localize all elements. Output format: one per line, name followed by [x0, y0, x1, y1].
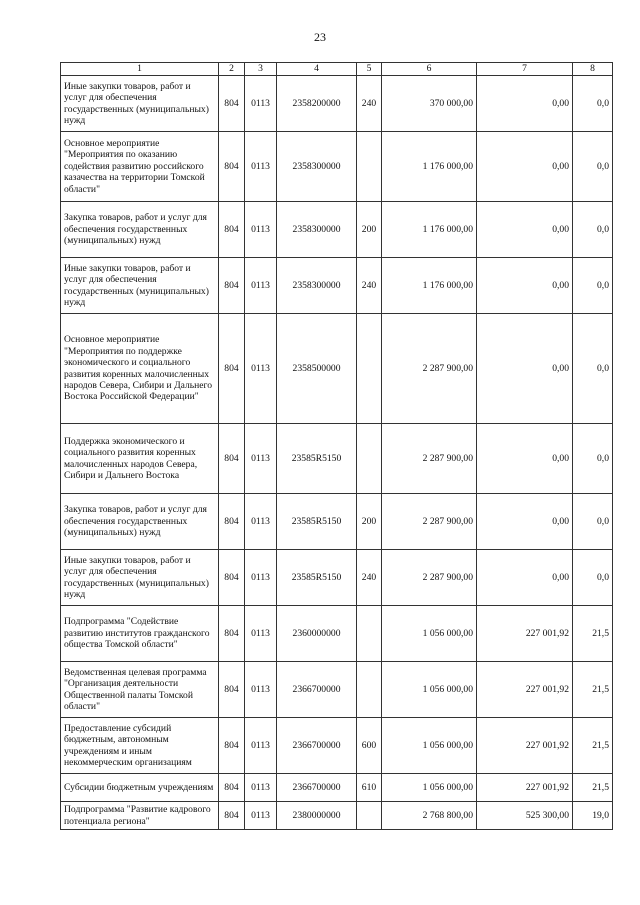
name-cell: Ведомственная целевая программа "Организация деятельности Общественной палаты Томской области"	[61, 662, 219, 718]
csr-cell: 2360000000	[277, 606, 357, 662]
csr-cell: 2358300000	[277, 202, 357, 258]
table-row	[61, 258, 613, 314]
percent-cell: 21,5	[573, 662, 613, 718]
plan-amount-cell: 2 287 900,00	[382, 494, 477, 550]
fact-amount-cell: 227 001,92	[477, 606, 573, 662]
fact-amount-cell: 227 001,92	[477, 718, 573, 774]
ved-cell: 804	[219, 494, 245, 550]
razdel-cell: 0113	[245, 802, 277, 830]
table-row	[61, 718, 613, 774]
csr-cell: 23585R5150	[277, 550, 357, 606]
name-cell: Подпрограмма "Содействие развитию институтов гражданского общества Томской области"	[61, 606, 219, 662]
plan-amount-cell: 2 287 900,00	[382, 314, 477, 424]
plan-amount-cell: 2 287 900,00	[382, 550, 477, 606]
name-cell: Предоставление субсидий бюджетным, автономным учреждениям и иным некоммерческим организациям	[61, 718, 219, 774]
razdel-cell: 0113	[245, 494, 277, 550]
fact-amount-cell: 0,00	[477, 494, 573, 550]
fact-amount-cell: 0,00	[477, 258, 573, 314]
column-header: 3	[245, 63, 277, 76]
column-header: 6	[382, 63, 477, 76]
fact-amount-cell: 0,00	[477, 76, 573, 132]
percent-cell: 0,0	[573, 424, 613, 494]
table-row	[61, 314, 613, 424]
razdel-cell: 0113	[245, 718, 277, 774]
ved-cell: 804	[219, 76, 245, 132]
name-cell: Подпрограмма "Развитие кадрового потенциала региона"	[61, 802, 219, 830]
plan-amount-cell: 1 056 000,00	[382, 662, 477, 718]
vr-cell	[357, 314, 382, 424]
table-row	[61, 202, 613, 258]
vr-cell	[357, 802, 382, 830]
table-row	[61, 774, 613, 802]
percent-cell: 0,0	[573, 550, 613, 606]
ved-cell: 804	[219, 424, 245, 494]
percent-cell: 0,0	[573, 494, 613, 550]
csr-cell: 23585R5150	[277, 424, 357, 494]
table-row	[61, 606, 613, 662]
plan-amount-cell: 2 768 800,00	[382, 802, 477, 830]
fact-amount-cell: 227 001,92	[477, 774, 573, 802]
csr-cell: 2358200000	[277, 76, 357, 132]
name-cell: Основное мероприятие "Мероприятия по поддержке экономического и социального развития коренных малочисленных народов Севера, Сибири и Дальнего Востока Российской Федерации"	[61, 314, 219, 424]
razdel-cell: 0113	[245, 662, 277, 718]
vr-cell: 240	[357, 76, 382, 132]
plan-amount-cell: 1 176 000,00	[382, 202, 477, 258]
plan-amount-cell: 1 056 000,00	[382, 774, 477, 802]
table-row	[61, 76, 613, 132]
fact-amount-cell: 0,00	[477, 424, 573, 494]
column-header: 1	[61, 63, 219, 76]
fact-amount-cell: 0,00	[477, 132, 573, 202]
ved-cell: 804	[219, 606, 245, 662]
razdel-cell: 0113	[245, 606, 277, 662]
ved-cell: 804	[219, 718, 245, 774]
plan-amount-cell: 1 176 000,00	[382, 132, 477, 202]
percent-cell: 21,5	[573, 606, 613, 662]
percent-cell: 0,0	[573, 132, 613, 202]
percent-cell: 21,5	[573, 774, 613, 802]
vr-cell	[357, 606, 382, 662]
csr-cell: 2358300000	[277, 132, 357, 202]
percent-cell: 0,0	[573, 76, 613, 132]
vr-cell: 240	[357, 550, 382, 606]
ved-cell: 804	[219, 550, 245, 606]
ved-cell: 804	[219, 774, 245, 802]
razdel-cell: 0113	[245, 774, 277, 802]
name-cell: Закупка товаров, работ и услуг для обеспечения государственных (муниципальных) нужд	[61, 202, 219, 258]
vr-cell: 200	[357, 202, 382, 258]
budget-table	[60, 62, 613, 830]
razdel-cell: 0113	[245, 76, 277, 132]
fact-amount-cell: 525 300,00	[477, 802, 573, 830]
page-number: 23	[314, 30, 326, 44]
razdel-cell: 0113	[245, 314, 277, 424]
table-row	[61, 550, 613, 606]
percent-cell: 0,0	[573, 314, 613, 424]
table-row	[61, 662, 613, 718]
plan-amount-cell: 1 056 000,00	[382, 718, 477, 774]
csr-cell: 2358300000	[277, 258, 357, 314]
csr-cell: 2366700000	[277, 662, 357, 718]
csr-cell: 23585R5150	[277, 494, 357, 550]
table-row	[61, 424, 613, 494]
ved-cell: 804	[219, 132, 245, 202]
csr-cell: 2366700000	[277, 774, 357, 802]
plan-amount-cell: 2 287 900,00	[382, 424, 477, 494]
fact-amount-cell: 227 001,92	[477, 662, 573, 718]
plan-amount-cell: 1 176 000,00	[382, 258, 477, 314]
table-row	[61, 132, 613, 202]
percent-cell: 0,0	[573, 202, 613, 258]
name-cell: Иные закупки товаров, работ и услуг для обеспечения государственных (муниципальных) нужд	[61, 258, 219, 314]
name-cell: Субсидии бюджетным учреждениям	[61, 774, 219, 802]
fact-amount-cell: 0,00	[477, 550, 573, 606]
vr-cell	[357, 132, 382, 202]
fact-amount-cell: 0,00	[477, 314, 573, 424]
csr-cell: 2366700000	[277, 718, 357, 774]
razdel-cell: 0113	[245, 424, 277, 494]
plan-amount-cell: 370 000,00	[382, 76, 477, 132]
column-header: 5	[357, 63, 382, 76]
table-header-row	[61, 63, 613, 76]
fact-amount-cell: 0,00	[477, 202, 573, 258]
vr-cell: 610	[357, 774, 382, 802]
column-header: 2	[219, 63, 245, 76]
table-row	[61, 494, 613, 550]
column-header: 8	[573, 63, 613, 76]
razdel-cell: 0113	[245, 202, 277, 258]
vr-cell: 600	[357, 718, 382, 774]
razdel-cell: 0113	[245, 550, 277, 606]
ved-cell: 804	[219, 662, 245, 718]
razdel-cell: 0113	[245, 132, 277, 202]
column-header: 7	[477, 63, 573, 76]
name-cell: Поддержка экономического и социального развития коренных малочисленных народов Севера, Сибири и Дальнего Востока	[61, 424, 219, 494]
ved-cell: 804	[219, 314, 245, 424]
vr-cell	[357, 424, 382, 494]
name-cell: Иные закупки товаров, работ и услуг для обеспечения государственных (муниципальных) нужд	[61, 550, 219, 606]
vr-cell: 200	[357, 494, 382, 550]
ved-cell: 804	[219, 802, 245, 830]
ved-cell: 804	[219, 258, 245, 314]
percent-cell: 21,5	[573, 718, 613, 774]
vr-cell: 240	[357, 258, 382, 314]
percent-cell: 19,0	[573, 802, 613, 830]
percent-cell: 0,0	[573, 258, 613, 314]
name-cell: Закупка товаров, работ и услуг для обеспечения государственных (муниципальных) нужд	[61, 494, 219, 550]
vr-cell	[357, 662, 382, 718]
csr-cell: 2380000000	[277, 802, 357, 830]
name-cell: Иные закупки товаров, работ и услуг для обеспечения государственных (муниципальных) нужд	[61, 76, 219, 132]
ved-cell: 804	[219, 202, 245, 258]
name-cell: Основное мероприятие "Мероприятия по оказанию содействия развитию российского казачества на территории Томской области"	[61, 132, 219, 202]
csr-cell: 2358500000	[277, 314, 357, 424]
plan-amount-cell: 1 056 000,00	[382, 606, 477, 662]
table-row	[61, 802, 613, 830]
razdel-cell: 0113	[245, 258, 277, 314]
column-header: 4	[277, 63, 357, 76]
